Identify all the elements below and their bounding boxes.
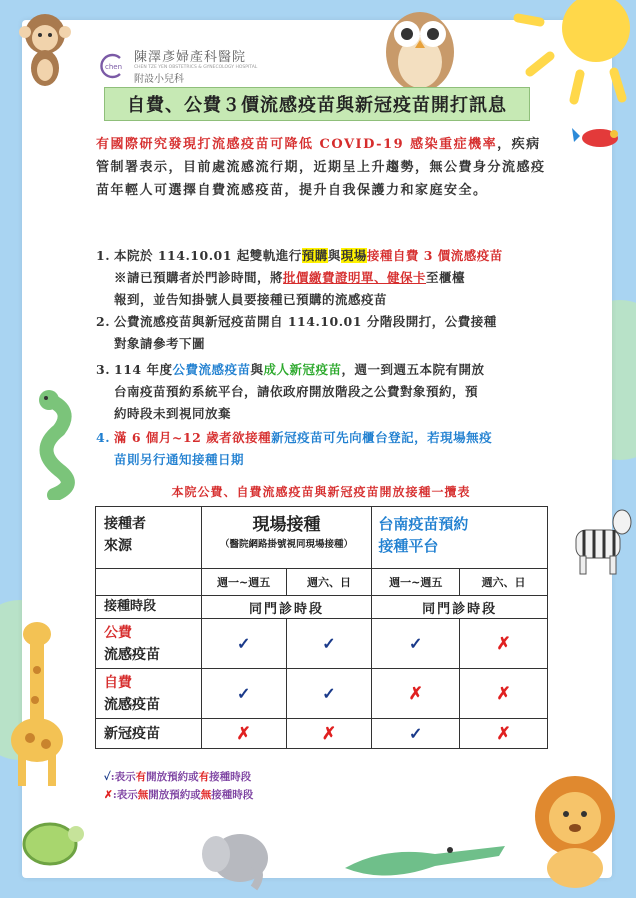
lion-icon [520,770,630,888]
legend [104,768,253,804]
table-row: 週一~週五 週六、日 週一~週五 週六、日 [96,569,548,596]
header-source-cell: 接種者 來源 [96,507,202,569]
check-icon: ✓ [201,669,286,719]
parrot-icon [570,118,630,158]
legend-cross: ✗:表示無開放預約或無接種時段 [104,789,254,801]
row-label: 公費 流感疫苗 [96,619,202,669]
table-caption: 本院公費、自費流感疫苗與新冠疫苗開放接種一攬表 [171,485,471,499]
check-icon: ✓ [372,619,460,669]
crocodile-icon [340,828,510,888]
cross-icon: ✗ [460,719,548,749]
hospital-name: 陳澤彥婦產科醫院 [134,50,247,65]
cross-icon: ✗ [460,669,548,719]
list-item: 2. 公費流感疫苗與新冠疫苗開自 114.10.01 分階段開打，公費接種 [96,314,497,329]
giraffe-icon [2,610,72,790]
check-icon: ✓ [286,669,372,719]
intro-highlight: 有國際研究發現打流感疫苗可降低 COVID-19 感染重症機率 [96,137,498,152]
hospital-logo-mark [98,53,128,79]
hospital-name-english: CHEN TZE YEN OBSTETRICS & GYNECOLOGY HOSPITAL [134,65,258,70]
check-icon: ✓ [286,619,372,669]
intro-paragraph [96,133,546,202]
intro-text: ，疾病管制署表示，目前處流感流行期，近期呈上升趨勢，無公費身分流感疫苗年輕人可選擇自費流感疫苗，提升自我保護力和家庭安全。 [96,137,546,198]
cross-icon: ✗ [286,719,372,749]
check-icon: ✓ [201,619,286,669]
svg-text:chen: chen [105,62,123,71]
table-row [96,719,548,749]
snake-icon [14,390,84,500]
row-label: 新冠疫苗 [96,719,202,749]
list-item-note: 報到，並告知掛號人員要接種已預購的流感疫苗 [114,292,388,307]
check-icon: ✓ [104,771,111,783]
zebra-icon [562,500,634,580]
table-row: 接種時段 同門診時段 同門診時段 [96,596,548,619]
notice-list: 1. 本院於 114.10.01 起雙軌進行預購與現場接種自費 3 價流感疫苗 ※請已預購者於門診時間，將批價繳費證明單、健保卡至櫃檯 報到，並告知掛號人員要接種已預購的流感疫苗 2. 公費流感疫苗與新冠疫苗開自 114.10.01 分階段開打，公費接種 對象請參考下圖 3. 114 年度公費流感疫苗與成人新冠疫苗，週一到週五本院有開放 台南疫苗預約系統平台，請依政府開放階段之公費對象預約，預 約時段未到視同放棄 4. 滿 6 個月~12 歲者欲接種新冠疫苗可先向櫃台登記，若現場無疫 苗則另行通知接種日期 [96,245,546,471]
owl-icon [380,0,460,96]
list-item: 1. 本院於 114.10.01 起雙軌進行預購與現場接種自費 3 價流感疫苗 [96,248,503,263]
header-onsite-cell: 現場接種 （醫院網路掛號視同現場接種） [201,507,372,569]
table-row [96,619,548,669]
title-box [104,87,530,121]
check-icon: ✓ [372,719,460,749]
hospital-logo [98,46,257,85]
table-row [96,669,548,719]
monkey-icon [10,6,80,96]
legend-check: ✓:表示有開放預約或有接種時段 [104,771,252,783]
vaccine-schedule-table [95,506,548,749]
cross-icon: ✗ [201,719,286,749]
list-item-note: ※請已預購者於門診時間，將批價繳費證明單、健保卡至櫃檯 [114,270,466,285]
page-title: 自費、公費３價流感疫苗與新冠疫苗開打訊息 [127,95,507,116]
cross-icon: ✗ [372,669,460,719]
cross-icon: ✗ [104,789,113,801]
hospital-department: 附設小兒科 [134,74,184,85]
elephant-icon [196,818,276,892]
row-label: 自費 流感疫苗 [96,669,202,719]
list-item: 3. 114 年度公費流感疫苗與成人新冠疫苗，週一到週五本院有開放 [96,362,485,377]
header-platform-cell: 台南疫苗預約 接種平台 [372,507,548,569]
cross-icon: ✗ [460,619,548,669]
list-item: 4. 滿 6 個月~12 歲者欲接種新冠疫苗可先向櫃台登記，若現場無疫 [96,430,493,445]
turtle-icon [14,806,84,876]
table-row [96,507,548,569]
